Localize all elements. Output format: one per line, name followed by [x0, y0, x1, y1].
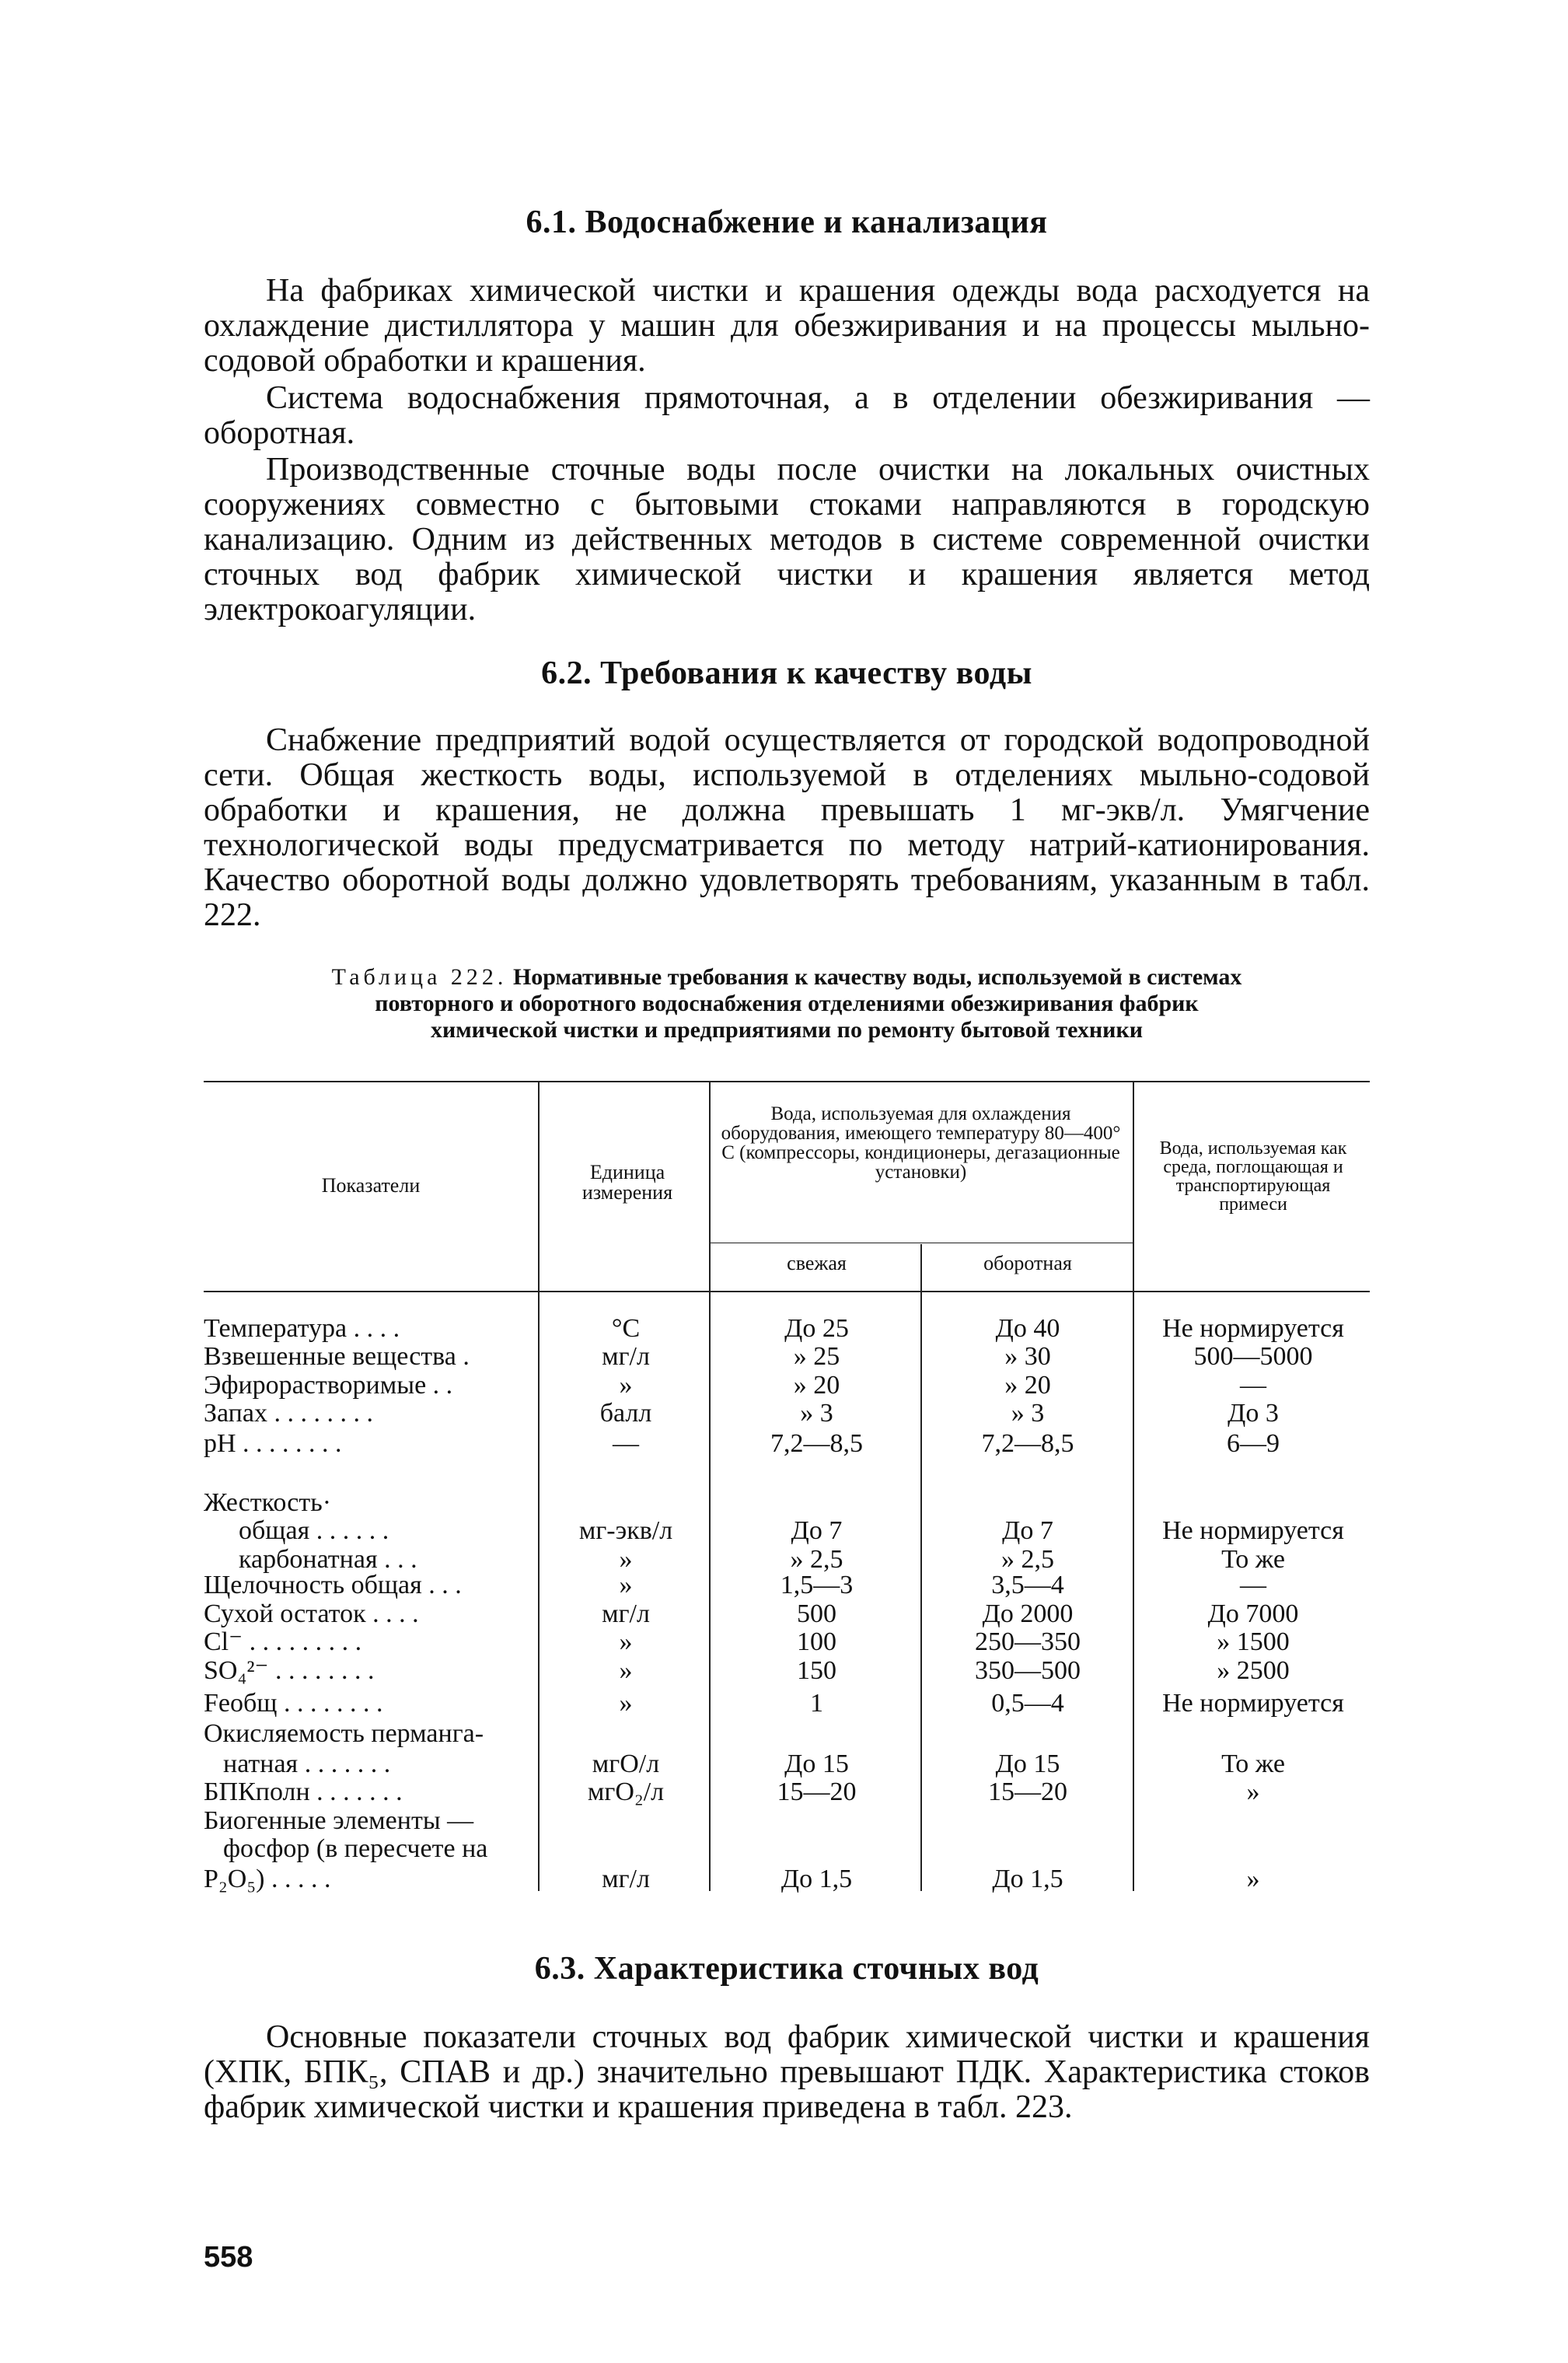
- table-cell-fresh: 150: [797, 1655, 836, 1685]
- table-cell-recycled: До 15: [995, 1750, 1060, 1778]
- paragraph: На фабриках химической чистки и крашения одежды вода расходуется на охлаждение дистиллятора у машин для обезжиривания и на процессы мыльно-содовой обработки и крашения.: [204, 273, 1370, 379]
- table-cell-unit: балл: [599, 1399, 652, 1428]
- table-cell-medium: Не нормируется: [1162, 1516, 1344, 1546]
- paragraph: Снабжение предприятий водой осуществляется от городской водопроводной сети. Общая жесткость воды, используемой в отделениях мыльно-содовой обработки и крашения, не должна превышать 1 мг-экв/л. Умягчение технологической воды предусматривается по методу натрий-катионирования. Качество оборотной воды должно удовлетворять требованиям, указанным в табл. 222.: [204, 722, 1370, 933]
- table-cell-unit: мг/л: [602, 1865, 650, 1894]
- paragraph: Основные показатели сточных вод фабрик химической чистки и крашения (ХПК, БПК₅, СПАВ и др.) значительно превышают ПДК. Характеристика стоков фабрик химической чистки и крашения приведена в табл. 223.: [204, 2019, 1370, 2125]
- table-body: [204, 1314, 1370, 1894]
- table-cell-medium: » 2500: [1217, 1655, 1290, 1685]
- table-cell-recycled: До 7: [1002, 1516, 1053, 1546]
- table-cell-name: Feобщ . . . . . . . .: [204, 1688, 383, 1718]
- page-number: 558: [204, 2241, 253, 2274]
- caption-line: Нормативные требования к качеству воды, используемой в системах: [512, 964, 1242, 990]
- paragraph: Система водоснабжения прямоточная, а в отделении обезжиривания — оборотная.: [204, 380, 1370, 451]
- table-cell-unit: »: [619, 1627, 633, 1657]
- section-6-1-title: 6.1. Водоснабжение и канализация: [526, 204, 1048, 240]
- table-cell-name: Взвешенные вещества .: [204, 1342, 470, 1372]
- table-top-rule: [204, 1081, 1370, 1082]
- table-cell-fresh: 1,5—3: [780, 1571, 854, 1600]
- table-cell-unit: мг/л: [602, 1342, 650, 1372]
- table-cell-name: Запах . . . . . . . .: [204, 1399, 373, 1428]
- table-cell-fresh: 15—20: [777, 1777, 857, 1807]
- table-cell-recycled: 250—350: [975, 1627, 1081, 1657]
- caption-line: химической чистки и предприятиями по ремонту бытовой техники: [430, 1017, 1144, 1043]
- table-cell-medium: —: [1240, 1571, 1266, 1600]
- table-cell-medium: До 7000: [1207, 1599, 1299, 1628]
- table-cell-fresh: » 2,5: [790, 1544, 843, 1574]
- section-6-3-title: 6.3. Характеристика сточных вод: [534, 1951, 1039, 1987]
- header-col-recycled: оборотная: [983, 1252, 1072, 1274]
- table-cell-name: Эфирорастворимые . .: [204, 1370, 453, 1400]
- header-col-medium-water: Вода, используемая как среда, поглощающая и транспортирующая примеси: [1159, 1138, 1347, 1215]
- table-cell-recycled: » 30: [1004, 1342, 1051, 1372]
- table-cell-name: SO₄²⁻ . . . . . . . .: [204, 1655, 375, 1685]
- table-cell-medium: —: [1240, 1370, 1266, 1400]
- table-cell-fresh: » 3: [800, 1399, 833, 1428]
- table-cell-unit: мгО/л: [592, 1750, 660, 1778]
- header-bottom-rule: [204, 1291, 1370, 1292]
- table-cell-name: натная . . . . . . .: [223, 1750, 391, 1778]
- table-cell-unit: °С: [611, 1314, 641, 1343]
- table-cell-medium: То же: [1221, 1750, 1285, 1778]
- table-row: [204, 1689, 1370, 1718]
- table-cell-fresh: До 7: [791, 1516, 843, 1546]
- table-row: [204, 1342, 1370, 1372]
- table-cell-recycled: 15—20: [988, 1777, 1067, 1807]
- table-cell-name: фосфор (в пересчете на: [223, 1834, 488, 1864]
- table-cell-unit: мгО₂/л: [587, 1777, 665, 1807]
- table-cell-fresh: 1: [810, 1688, 823, 1718]
- table-cell-recycled: 350—500: [975, 1655, 1081, 1685]
- table-cell-name: Щелочность общая . . .: [204, 1571, 462, 1600]
- table-cell-fresh: 500: [797, 1599, 836, 1628]
- table-cell-name: Сухой остаток . . . .: [204, 1599, 419, 1628]
- header-col-indicator: Показатели: [321, 1174, 421, 1197]
- section-6-2-title: 6.2. Требования к качеству воды: [541, 655, 1032, 691]
- table-cell-unit: »: [619, 1571, 633, 1600]
- table-row: [204, 1777, 1370, 1807]
- table-cell-name: pH . . . . . . . .: [204, 1429, 342, 1459]
- table-cell-recycled: 3,5—4: [991, 1571, 1064, 1600]
- table-cell-name: P₂O₅) . . . . .: [204, 1865, 331, 1894]
- table-label: Таблица 222.: [331, 964, 508, 990]
- table-row: [204, 1571, 1370, 1600]
- table-cell-unit: »: [619, 1688, 633, 1718]
- table-cell-recycled: До 1,5: [992, 1865, 1063, 1894]
- table-caption: [204, 964, 1370, 1043]
- table-cell-name: Cl⁻ . . . . . . . . .: [204, 1627, 362, 1657]
- table-row: [204, 1545, 1370, 1575]
- table-cell-recycled: До 2000: [982, 1599, 1074, 1628]
- header-col-unit: Единица измерения: [581, 1161, 673, 1204]
- table-cell-unit: —: [613, 1429, 639, 1459]
- table-row: [204, 1750, 1370, 1779]
- table-cell-medium: » 1500: [1217, 1627, 1290, 1657]
- table-cell-unit: »: [619, 1544, 633, 1574]
- table-row: [204, 1399, 1370, 1428]
- table-row: [204, 1429, 1370, 1459]
- table-cell-fresh: До 1,5: [781, 1865, 853, 1894]
- table-cell-unit: мг-экв/л: [578, 1516, 673, 1546]
- table-row: [204, 1314, 1370, 1344]
- table-cell-fresh: » 20: [793, 1370, 840, 1400]
- table-cell-recycled: 7,2—8,5: [981, 1429, 1074, 1459]
- table-cell-fresh: » 25: [793, 1342, 840, 1372]
- paragraph: Производственные сточные воды после очистки на локальных очистных сооружениях совместно с бытовыми стоками направляются в городскую канализацию. Одним из действенных методов в системе современной очистки сточных вод фабрик химической чистки и крашения является метод электрокоагуляции.: [204, 452, 1370, 627]
- table-cell-medium: 500—5000: [1193, 1342, 1313, 1372]
- table-cell-medium: То же: [1221, 1544, 1285, 1574]
- table-cell-name: БПКполн . . . . . . .: [204, 1777, 403, 1807]
- table-cell-fresh: До 25: [784, 1314, 849, 1343]
- table-cell-name: Жесткость·: [204, 1488, 332, 1517]
- table-cell-fresh: 100: [797, 1627, 836, 1657]
- table-cell-recycled: » 3: [1011, 1399, 1045, 1428]
- table-cell-recycled: До 40: [995, 1314, 1060, 1343]
- table-cell-name: карбонатная . . .: [239, 1544, 417, 1574]
- table-cell-name: общая . . . . . .: [239, 1516, 389, 1546]
- table-row: [204, 1656, 1370, 1686]
- table-cell-name: Окисляемость перманга-: [204, 1718, 484, 1748]
- table-row: [204, 1806, 1370, 1836]
- table-row: [204, 1865, 1370, 1894]
- table-row: [204, 1488, 1370, 1518]
- header-col-fresh: свежая: [787, 1252, 847, 1274]
- table-row: [204, 1599, 1370, 1629]
- table-cell-recycled: » 20: [1004, 1370, 1051, 1400]
- table-row: [204, 1834, 1370, 1864]
- table-row: [204, 1627, 1370, 1657]
- table-cell-medium: »: [1246, 1777, 1260, 1807]
- table-cell-fresh: До 15: [784, 1750, 849, 1778]
- table-cell-name: Температура . . . .: [204, 1314, 400, 1343]
- table-cell-unit: мг/л: [602, 1599, 650, 1628]
- table-cell-medium: 6—9: [1227, 1429, 1280, 1459]
- header-col-cooling-water: Вода, используемая для охлаждения оборудования, имеющего температуру 80—400° С (компрессоры, кондиционеры, дегазационные установки): [721, 1103, 1121, 1183]
- table-row: [204, 1371, 1370, 1400]
- table-cell-fresh: 7,2—8,5: [770, 1429, 863, 1459]
- table-cell-medium: Не нормируется: [1162, 1314, 1344, 1343]
- caption-line: повторного и оборотного водоснабжения отделениями обезжиривания фабрик: [375, 991, 1199, 1016]
- table-row: [204, 1516, 1370, 1546]
- table-cell-recycled: » 2,5: [1001, 1544, 1054, 1574]
- table-cell-medium: Не нормируется: [1162, 1688, 1344, 1718]
- table-cell-name: Биогенные элементы —: [204, 1805, 474, 1835]
- table-cell-unit: »: [619, 1370, 633, 1400]
- table-cell-medium: »: [1246, 1865, 1260, 1894]
- table-row: [204, 1719, 1370, 1749]
- table-cell-medium: До 3: [1228, 1399, 1279, 1428]
- table-cell-unit: »: [619, 1655, 633, 1685]
- table-cell-recycled: 0,5—4: [991, 1688, 1064, 1718]
